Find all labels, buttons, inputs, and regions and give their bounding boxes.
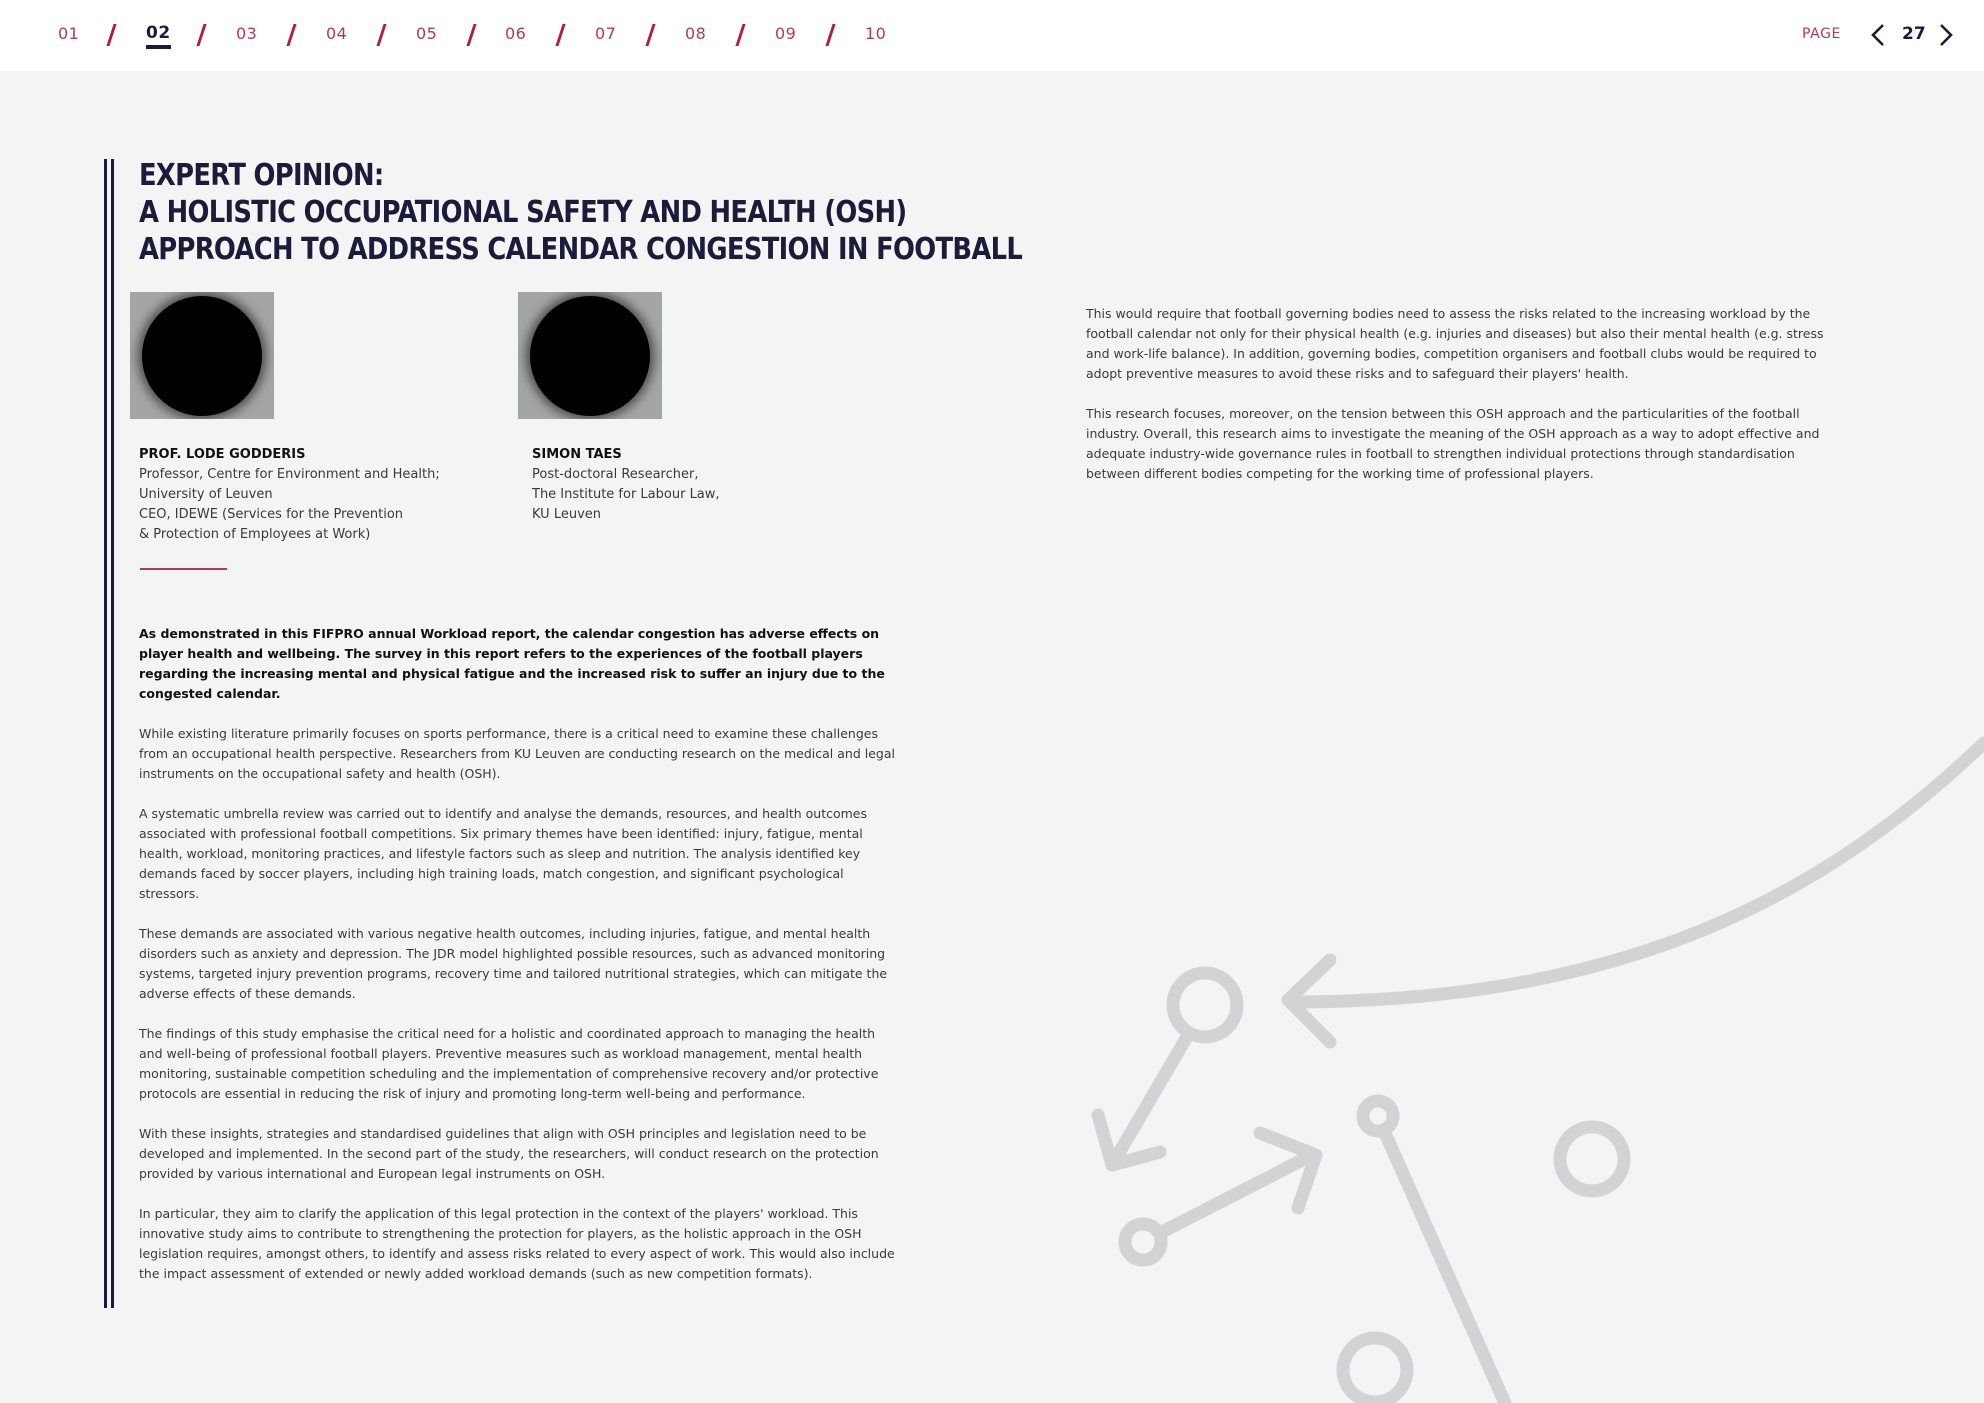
chapter-separator — [106, 24, 116, 46]
body-paragraph: A systematic umbrella review was carried out to identify and analyse the demands, resources, and health outcomes associated with professional football competitions. Six primary themes have been identified: injury, fatigue, mental health, workload, monitoring practices, and lifestyle factors such as sleep and nutrition. The analysis identified key demands faced by soccer players, including high training loads, match congestion, and significant psychological stressors. — [139, 806, 867, 901]
chapter-separator — [825, 24, 835, 46]
accent-rule-right — [111, 159, 114, 1308]
body-paragraph: While existing literature primarily focuses on sports performance, there is a critical need to examine these challenges from an occupational health perspective. Researchers from KU Leuven are conducting research on the medical and legal instruments on the occupational safety and health (OSH). — [139, 726, 895, 781]
author-role: The Institute for Labour Law, — [532, 487, 720, 502]
chapter-separator — [735, 24, 745, 46]
chapter-separator — [645, 24, 655, 46]
body-paragraph: The findings of this study emphasise the critical need for a holistic and coordinated approach to managing the health and well-being of professional football players. Preventive measures such as workload management, mental health monitoring, sustainable competition scheduling and the implementation of comprehensive recovery and/or protective protocols are essential in reducing the risk of injury and promoting long-term well-being and performance. — [139, 1026, 879, 1101]
title-line: APPROACH TO ADDRESS CALENDAR CONGESTION IN FOOTBALL — [139, 232, 1023, 267]
author-role: Professor, Centre for Environment and Health; — [139, 467, 440, 482]
chapter-separator — [376, 24, 386, 46]
chapter-separator — [555, 24, 565, 46]
player-circle — [1343, 1338, 1407, 1402]
title-line: A HOLISTIC OCCUPATIONAL SAFETY AND HEALTH (OSH) — [139, 195, 907, 230]
author-name: PROF. LODE GODDERIS — [139, 447, 306, 462]
chapter-link-06[interactable]: 06 — [505, 24, 527, 43]
body-paragraph: This would require that football governing bodies need to assess the risks related to the increasing workload by the football calendar not only for their physical health (e.g. injuries and diseases) but also their mental health (e.g. stress and work-life balance). In addition, governing bodies, competition organisers and football clubs would be required to adopt preventive measures to avoid these risks and to safeguard their players' health. — [1086, 306, 1824, 381]
author-photo-godderis — [130, 292, 274, 419]
tactics-diagram-illustration — [1050, 700, 1984, 1403]
body-paragraph: This research focuses, moreover, on the tension between this OSH approach and the particularities of the football industry. Overall, this research aims to investigate the meaning of the OSH approach as a way to adopt effective and adequate industry-wide governance rules in football to strengthen individual protections through standardisation between different bodies competing for the working time of professional players. — [1086, 406, 1820, 481]
article-body-right — [1086, 304, 1846, 504]
author-role: CEO, IDEWE (Services for the Prevention — [139, 507, 404, 522]
chapter-link-10[interactable]: 10 — [865, 24, 887, 43]
chapter-separator — [466, 24, 476, 46]
chapter-link-04[interactable]: 04 — [326, 24, 348, 43]
body-paragraph: In particular, they aim to clarify the application of this legal protection in the context of the players' workload. This innovative study aims to contribute to strengthening the protection for players, as the holistic approach in the OSH legislation requires, amongst others, to identify and assess risks related to every aspect of work. This would also include the impact assessment of extended or newly added workload demands (such as new competition formats). — [139, 1206, 895, 1281]
chevron-right-icon[interactable] — [1934, 22, 1958, 48]
author-block-godderis — [139, 445, 440, 545]
article-title — [139, 157, 1022, 268]
chapter-link-09[interactable]: 09 — [775, 24, 797, 43]
accent-rule-left — [104, 159, 107, 1308]
chapter-link-07[interactable]: 07 — [595, 24, 617, 43]
body-paragraph: With these insights, strategies and standardised guidelines that align with OSH principles and legislation need to be developed and implemented. In the second part of the study, the researchers, will conduct research on the protection provided by various international and European legal instruments on OSH. — [139, 1126, 879, 1181]
author-role: Post-doctoral Researcher, — [532, 467, 699, 482]
author-photo-taes — [518, 292, 662, 419]
chapter-link-02-active[interactable]: 02 — [146, 23, 171, 43]
lead-paragraph: As demonstrated in this FIFPRO annual Workload report, the calendar congestion has adverse effects on player health and wellbeing. The survey in this report refers to the experiences of the football players regarding the increasing mental and physical fatigue and the increased risk to suffer an injury due to the congested calendar. — [139, 626, 885, 701]
chevron-left-icon[interactable] — [1866, 22, 1890, 48]
top-navigation-bar — [0, 0, 1984, 71]
body-paragraph: These demands are associated with various negative health outcomes, including injuries, fatigue, and mental health disorders such as anxiety and depression. The JDR model highlighted possible resources, such as advanced monitoring systems, targeted injury prevention programs, recovery time and tailored nutritional strategies, which can mitigate the adverse effects of these demands. — [139, 926, 888, 1001]
portrait-placeholder — [142, 296, 262, 416]
article-body-left — [139, 624, 899, 1304]
player-circle — [1560, 1127, 1624, 1191]
page-number: 27 — [1902, 24, 1926, 44]
diagonal-arrow-line — [1112, 1035, 1188, 1165]
curved-arrow-line — [1300, 743, 1984, 1002]
author-role: KU Leuven — [532, 507, 602, 522]
section-divider — [140, 568, 227, 570]
page-label: PAGE — [1802, 26, 1841, 42]
up-right-arrow-line — [1160, 1156, 1310, 1233]
chapter-separator — [196, 24, 206, 46]
chapter-link-08[interactable]: 08 — [685, 24, 707, 43]
chapter-link-03[interactable]: 03 — [236, 24, 258, 43]
chapter-link-01[interactable]: 01 — [58, 24, 80, 43]
portrait-placeholder — [530, 296, 650, 416]
player-circle — [1173, 973, 1237, 1037]
chapter-separator — [286, 24, 296, 46]
author-role: University of Leuven — [139, 487, 273, 502]
author-role: & Protection of Employees at Work) — [139, 527, 371, 542]
author-name: SIMON TAES — [532, 447, 622, 462]
author-block-taes — [532, 445, 720, 525]
player-dot — [1363, 1101, 1393, 1131]
chapter-link-05[interactable]: 05 — [416, 24, 438, 43]
title-line: EXPERT OPINION: — [139, 158, 384, 193]
